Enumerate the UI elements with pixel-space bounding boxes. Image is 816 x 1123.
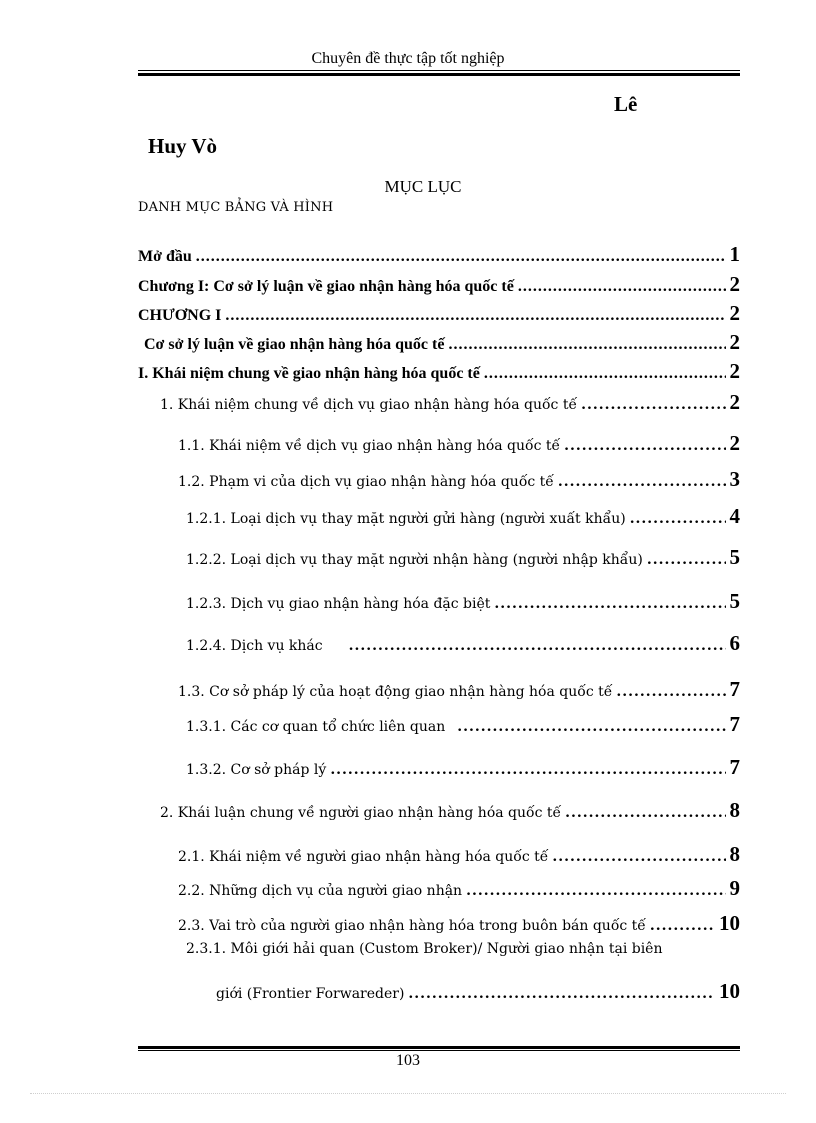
toc-page-number: 2 [729,330,740,354]
toc-leader [448,336,725,354]
toc-entry-text: CHƯƠNG I [138,307,222,324]
running-header: Chuyên đề thực tập tốt nghiệp [311,50,505,67]
toc-page-number: 10 [719,979,740,1003]
toc-leader [466,883,725,899]
toc-leader [349,638,726,654]
toc-entry-text: 2.2. Những dịch vụ của người giao nhận [178,883,463,899]
toc-entry[interactable] [178,677,740,702]
toc-entry[interactable] [138,242,740,267]
toc-entry-text: 1.2.1. Loại dịch vụ thay mặt người gửi hàng (người xuất khẩu) [186,511,626,527]
toc-entry-text: 2.1. Khái niệm về người giao nhận hàng hóa quốc tế [178,849,549,865]
toc-leader [650,918,715,934]
toc-entry-text: 1.2.3. Dịch vụ giao nhận hàng hóa đặc biệt [186,596,491,612]
toc-page-number: 2 [729,390,740,414]
author-first-name: Lê [614,92,638,116]
toc-leader [457,719,725,735]
toc-page-number: 9 [729,876,740,900]
toc-entry[interactable] [160,390,740,415]
toc-page-number: 5 [729,545,740,569]
toc-entry-text: I. Khái niệm chung về giao nhận hàng hóa quốc tế [138,365,480,382]
author-last-name: Huy Vò [148,134,218,158]
toc-entry-text: 2. Khái luận chung về người giao nhận hàng hóa quốc tế [160,805,562,821]
toc-entry-text: 1.2.2. Loại dịch vụ thay mặt người nhận hàng (người nhập khẩu) [186,552,643,568]
toc-page-number: 6 [729,631,740,655]
toc-entry-text: Cơ sở lý luận về giao nhận hàng hóa quốc tế [144,336,445,353]
toc-leader [581,397,725,413]
toc-leader [630,511,726,527]
toc-entry[interactable] [178,842,740,867]
page-bottom-border [30,1093,786,1094]
toc-entry[interactable] [138,272,740,297]
toc-entry[interactable] [186,589,740,614]
toc-page-number: 8 [729,798,740,822]
toc-leader [518,278,726,296]
toc-leader [408,986,715,1002]
toc-page-number: 3 [729,467,740,491]
toc-entry-text: 2.3.1. Môi giới hải quan (Custom Broker)/ Người giao nhận tại biên [186,941,663,957]
toc-entry[interactable] [178,431,740,456]
toc-entry-text: 1.1. Khái niệm về dịch vụ giao nhận hàng hóa quốc tế [178,438,561,454]
toc-page-number: 2 [729,272,740,296]
toc-page-number: 1 [729,242,740,266]
list-of-tables-heading: DANH MỤC BẢNG VÀ HÌNH [138,200,334,215]
toc-leader [552,849,725,865]
toc-page-number: 2 [729,359,740,383]
toc-entry[interactable] [186,755,740,780]
toc-entry-text: 2.3. Vai trò của người giao nhận hàng hóa trong buôn bán quốc tế [178,918,646,934]
toc-leader [647,552,726,568]
toc-page-number: 2 [729,301,740,325]
header-rule-thick [138,73,740,76]
toc-leader [484,365,726,383]
toc-leader [330,762,725,778]
toc-entry[interactable] [178,911,740,936]
toc-page-number: 5 [729,589,740,613]
toc-entry-text: Mở đầu [138,248,192,265]
footer-rule-thin [138,1050,740,1051]
toc-entry[interactable] [138,359,740,384]
toc-entry[interactable] [186,631,740,656]
toc-entry-text: 1.3.2. Cơ sở pháp lý [186,762,327,778]
toc-entry-text: giới (Frontier Forwareder) [216,986,405,1002]
toc-entry[interactable] [138,301,740,326]
toc-page-number: 4 [729,504,740,528]
toc-entry-text: 1.2. Phạm vi của dịch vụ giao nhận hàng hóa quốc tế [178,474,554,490]
header-rule-thin [138,70,740,71]
toc-entry[interactable] [186,545,740,570]
toc-leader [225,307,725,325]
page-number: 103 [396,1052,420,1069]
toc-leader [558,474,726,490]
toc-entry[interactable] [178,467,740,492]
toc-entry[interactable] [186,712,740,737]
toc-entry[interactable] [160,798,740,823]
toc-leader [196,248,726,266]
toc-page-number: 7 [729,677,740,701]
toc-page-number: 2 [729,431,740,455]
toc-page-number: 7 [729,712,740,736]
toc-title: MỤC LỤC [384,177,462,196]
toc-page-number: 10 [719,911,740,935]
toc-page-number: 7 [729,755,740,779]
toc-entry[interactable] [178,876,740,901]
toc-entry-text: 1.3.1. Các cơ quan tổ chức liên quan [186,719,446,735]
toc-entry[interactable] [144,330,740,355]
toc-entry-wrapped-second-line[interactable] [216,979,740,1004]
toc-leader [494,596,725,612]
footer-rule-thick [138,1046,740,1049]
toc-leader [616,684,725,700]
toc-page-number: 8 [729,842,740,866]
toc-entry-text: 1. Khái niệm chung về dịch vụ giao nhận hàng hóa quốc tế [160,397,578,413]
toc-leader [565,805,725,821]
toc-entry-text: 1.2.4. Dịch vụ khác [186,638,323,654]
toc-entry[interactable] [186,504,740,529]
toc-entry-text: 1.3. Cơ sở pháp lý của hoạt động giao nhận hàng hóa quốc tế [178,684,613,700]
toc-entry-wrapped-first-line[interactable] [186,941,740,957]
toc-entry-text: Chương I: Cơ sở lý luận về giao nhận hàng hóa quốc tế [138,278,514,295]
toc-leader [564,438,725,454]
